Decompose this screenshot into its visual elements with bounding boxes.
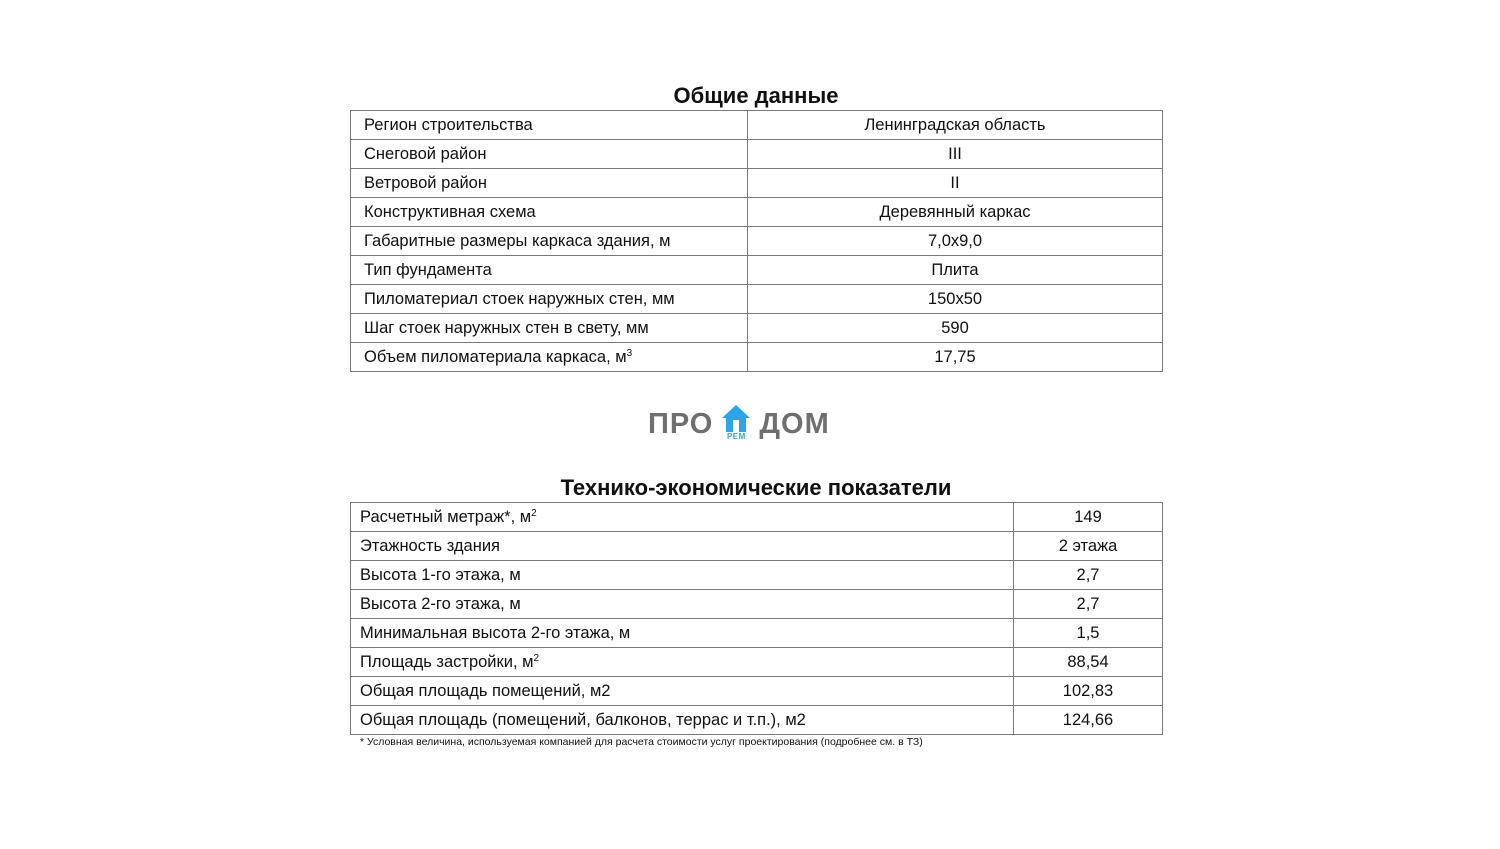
row-value: 590: [748, 314, 1163, 343]
row-value: 1,5: [1014, 619, 1163, 648]
row-label: Конструктивная схема: [351, 198, 748, 227]
superscript: 3: [626, 347, 633, 359]
tech-indicators-table: [350, 502, 1163, 735]
row-value: 17,75: [748, 343, 1163, 372]
row-label: Площадь застройки, $м^2$: [351, 648, 1014, 677]
row-label: Общая площадь помещений, м2: [351, 677, 1014, 706]
table-row: [351, 561, 1163, 590]
row-label: Минимальная высота 2-го этажа, м: [351, 619, 1014, 648]
logo-text-right: ДОМ: [759, 408, 830, 440]
row-value: 2,7: [1014, 590, 1163, 619]
house-icon: [717, 400, 755, 448]
table-row: [351, 648, 1163, 677]
row-value: 2 этажа: [1014, 532, 1163, 561]
general-data-table: [350, 110, 1163, 372]
table-row: [351, 706, 1163, 735]
table-row: [351, 343, 1163, 372]
general-data-title: Общие данные: [673, 83, 839, 108]
row-value: II: [748, 169, 1163, 198]
table-row: [351, 677, 1163, 706]
logo-text-left: ПРО: [648, 408, 714, 440]
row-value: 7,0х9,0: [748, 227, 1163, 256]
table-row: [351, 314, 1163, 343]
row-value: 102,83: [1014, 677, 1163, 706]
logo-small-text: РЕМ: [726, 432, 746, 441]
row-value: 150х50: [748, 285, 1163, 314]
row-value: 88,54: [1014, 648, 1163, 677]
table-row: [351, 503, 1163, 532]
superscript: 2: [533, 652, 540, 664]
row-label: Высота 1-го этажа, м: [351, 561, 1014, 590]
row-label: Шаг стоек наружных стен в свету, мм: [351, 314, 748, 343]
row-value: Деревянный каркас: [748, 198, 1163, 227]
row-label: Высота 2-го этажа, м: [351, 590, 1014, 619]
row-value: III: [748, 140, 1163, 169]
row-label: Объем пиломатериала каркаса, $м^3$: [351, 343, 748, 372]
row-label: Тип фундамента: [351, 256, 748, 285]
row-label: Регион строительства: [351, 111, 748, 140]
tech-indicators-title: Технико-экономические показатели: [560, 475, 952, 500]
table-row: [351, 590, 1163, 619]
row-value: 149: [1014, 503, 1163, 532]
table-row: [351, 227, 1163, 256]
row-value: 124,66: [1014, 706, 1163, 735]
row-value: 2,7: [1014, 561, 1163, 590]
company-logo: [648, 400, 853, 448]
table-row: [351, 285, 1163, 314]
table-row: [351, 198, 1163, 227]
row-label: Пиломатериал стоек наружных стен, мм: [351, 285, 748, 314]
table-row: [351, 169, 1163, 198]
row-value: Плита: [748, 256, 1163, 285]
row-label: Ветровой район: [351, 169, 748, 198]
table-row: [351, 140, 1163, 169]
footnote: * Условная величина, используемая компанией для расчета стоимости услуг проектирования (подробнее см. в ТЗ): [360, 736, 923, 748]
table-row: [351, 256, 1163, 285]
row-label: Снеговой район: [351, 140, 748, 169]
table-row: [351, 111, 1163, 140]
row-label: Этажность здания: [351, 532, 1014, 561]
row-label: Габаритные размеры каркаса здания, м: [351, 227, 748, 256]
row-value: Ленинградская область: [748, 111, 1163, 140]
table-row: [351, 619, 1163, 648]
superscript: 2: [531, 507, 537, 519]
row-label: Расчетный метраж*, $м^2$: [351, 503, 1014, 532]
row-label: Общая площадь (помещений, балконов, террас и т.п.), м2: [351, 706, 1014, 735]
table-row: [351, 532, 1163, 561]
